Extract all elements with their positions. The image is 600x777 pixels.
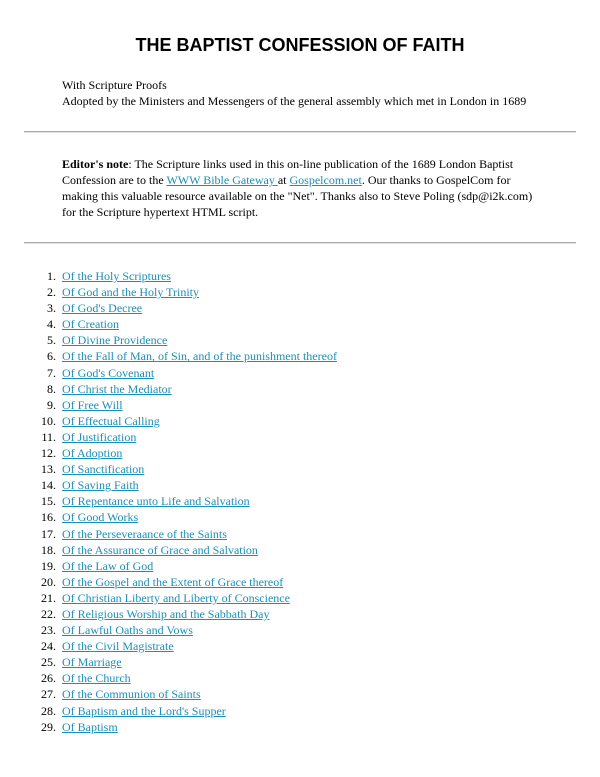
chapter-list-item bbox=[0, 574, 337, 590]
chapter-list-item bbox=[0, 719, 337, 735]
chapter-number: 28. bbox=[41, 703, 56, 718]
chapter-number: 27. bbox=[41, 687, 56, 702]
chapter-list-item bbox=[0, 332, 337, 348]
chapter-link[interactable]: Of Christ the Mediator bbox=[62, 381, 172, 396]
chapter-list-item bbox=[0, 654, 337, 670]
chapter-number: 14. bbox=[41, 478, 56, 493]
chapter-link[interactable]: Of Baptism and the Lord's Supper bbox=[62, 703, 226, 718]
chapter-list-item bbox=[0, 268, 337, 284]
chapter-list-item bbox=[0, 429, 337, 445]
chapter-number: 18. bbox=[41, 542, 56, 557]
chapter-link[interactable]: Of Adoption bbox=[62, 446, 123, 461]
chapter-list-item bbox=[0, 477, 337, 493]
chapter-number: 5. bbox=[47, 333, 56, 348]
chapter-number: 11. bbox=[41, 429, 56, 444]
chapter-number: 29. bbox=[41, 719, 56, 734]
chapter-list-item bbox=[0, 365, 337, 381]
chapter-number: 19. bbox=[41, 558, 56, 573]
chapter-link[interactable]: Of Repentance unto Life and Salvation bbox=[62, 494, 250, 509]
chapter-number: 1. bbox=[47, 269, 56, 283]
chapter-link[interactable]: Of Effectual Calling bbox=[62, 413, 160, 428]
chapter-link[interactable]: Of the Holy Scriptures bbox=[62, 269, 171, 283]
chapter-list-item bbox=[0, 526, 337, 542]
chapter-number: 2. bbox=[47, 285, 56, 300]
chapter-link[interactable]: Of Marriage bbox=[62, 655, 122, 670]
chapter-link[interactable]: Of God and the Holy Trinity bbox=[62, 285, 200, 300]
chapter-link[interactable]: Of God's Covenant bbox=[62, 365, 155, 380]
adoption-line: Adopted by the Ministers and Messengers of the general assembly which met in London in 1689 bbox=[62, 94, 527, 108]
chapter-link[interactable]: Of Lawful Oaths and Vows bbox=[62, 623, 193, 638]
chapter-number: 9. bbox=[47, 397, 56, 412]
subtitle-block bbox=[62, 77, 526, 109]
chapter-number: 24. bbox=[41, 639, 56, 654]
chapter-number: 12. bbox=[41, 446, 56, 461]
chapter-number: 13. bbox=[41, 462, 56, 477]
chapter-number: 8. bbox=[47, 381, 56, 396]
chapter-link[interactable]: Of the Communion of Saints bbox=[62, 687, 201, 702]
chapter-list-item bbox=[0, 348, 337, 364]
chapter-link[interactable]: Of the Assurance of Grace and Salvation bbox=[62, 542, 258, 557]
chapter-list-item bbox=[0, 397, 337, 413]
chapter-number: 20. bbox=[41, 574, 56, 589]
chapter-list-item bbox=[0, 509, 337, 525]
chapter-link[interactable]: Of Creation bbox=[62, 317, 119, 332]
chapter-link[interactable]: Of Good Works bbox=[62, 510, 139, 525]
chapter-list-item bbox=[0, 670, 337, 686]
chapter-number: 21. bbox=[41, 590, 56, 605]
chapter-number: 10. bbox=[41, 413, 56, 428]
chapter-list-item bbox=[0, 606, 337, 622]
chapter-link[interactable]: Of God's Decree bbox=[62, 301, 143, 316]
chapter-link[interactable]: Of Christian Liberty and Liberty of Conscience bbox=[62, 590, 290, 605]
chapter-number: 25. bbox=[41, 655, 56, 670]
chapter-number: 26. bbox=[41, 671, 56, 686]
gospelcom-link[interactable]: Gospelcom.net bbox=[289, 173, 362, 187]
chapter-list-item bbox=[0, 590, 337, 606]
chapter-link[interactable]: Of Sanctification bbox=[62, 462, 145, 477]
chapter-link[interactable]: Of the Law of God bbox=[62, 558, 154, 573]
chapter-list bbox=[0, 268, 337, 735]
chapter-link[interactable]: Of Saving Faith bbox=[62, 478, 139, 493]
chapter-number: 3. bbox=[47, 301, 56, 316]
chapter-number: 4. bbox=[47, 317, 56, 332]
chapter-list-item bbox=[0, 686, 337, 702]
subtitle-line: With Scripture Proofs bbox=[62, 78, 167, 92]
chapter-number: 15. bbox=[41, 494, 56, 509]
chapter-link[interactable]: Of Justification bbox=[62, 429, 137, 444]
chapter-list-item bbox=[0, 622, 337, 638]
chapter-link[interactable]: Of Religious Worship and the Sabbath Day bbox=[62, 606, 270, 621]
page-title: THE BAPTIST CONFESSION OF FAITH bbox=[135, 35, 465, 55]
horizontal-divider bbox=[24, 242, 576, 244]
chapter-link[interactable]: Of the Gospel and the Extent of Grace thereof bbox=[62, 574, 284, 589]
chapter-list-item bbox=[0, 445, 337, 461]
chapter-link[interactable]: Of the Perseveraance of the Saints bbox=[62, 526, 227, 541]
chapter-link[interactable]: Of Free Will bbox=[62, 397, 123, 412]
chapter-list-item bbox=[0, 284, 337, 300]
editors-note-text: at bbox=[277, 173, 290, 187]
chapter-list-item bbox=[0, 493, 337, 509]
editors-note-text: . Our thanks to GospelCom for making this valuable resource available on the "Net". Thanks also to Steve Poling (sdp@i2k.com) for the Scripture hypertext HTML script. bbox=[62, 173, 533, 219]
chapter-list-item bbox=[0, 413, 337, 429]
bible-gateway-link[interactable]: WWW Bible Gateway bbox=[166, 173, 278, 187]
horizontal-divider bbox=[24, 131, 576, 133]
chapter-list-item bbox=[0, 461, 337, 477]
chapter-list-item bbox=[0, 316, 337, 332]
editors-note-label: Editor's note bbox=[62, 157, 129, 171]
chapter-list-item bbox=[0, 638, 337, 654]
chapter-number: 17. bbox=[41, 526, 56, 541]
chapter-number: 16. bbox=[41, 510, 56, 525]
chapter-list-item bbox=[0, 542, 337, 558]
chapter-list-item bbox=[0, 703, 337, 719]
chapter-link[interactable]: Of Divine Providence bbox=[62, 333, 168, 348]
chapter-link[interactable]: Of Baptism bbox=[62, 719, 118, 734]
editors-note-text: : The Scripture links used in this on-line publication of the 1689 London Baptist Confession are to the bbox=[62, 157, 514, 187]
chapter-number: 7. bbox=[47, 365, 56, 380]
chapter-number: 22. bbox=[41, 606, 56, 621]
chapter-link[interactable]: Of the Civil Magistrate bbox=[62, 639, 174, 654]
chapter-number: 6. bbox=[47, 349, 56, 364]
editors-note bbox=[62, 156, 542, 220]
chapter-list-item bbox=[0, 558, 337, 574]
chapter-link[interactable]: Of the Church bbox=[62, 671, 131, 686]
chapter-number: 23. bbox=[41, 623, 56, 638]
chapter-list-item bbox=[0, 300, 337, 316]
chapter-link[interactable]: Of the Fall of Man, of Sin, and of the punishment thereof bbox=[62, 349, 337, 364]
chapter-list-item bbox=[0, 381, 337, 397]
